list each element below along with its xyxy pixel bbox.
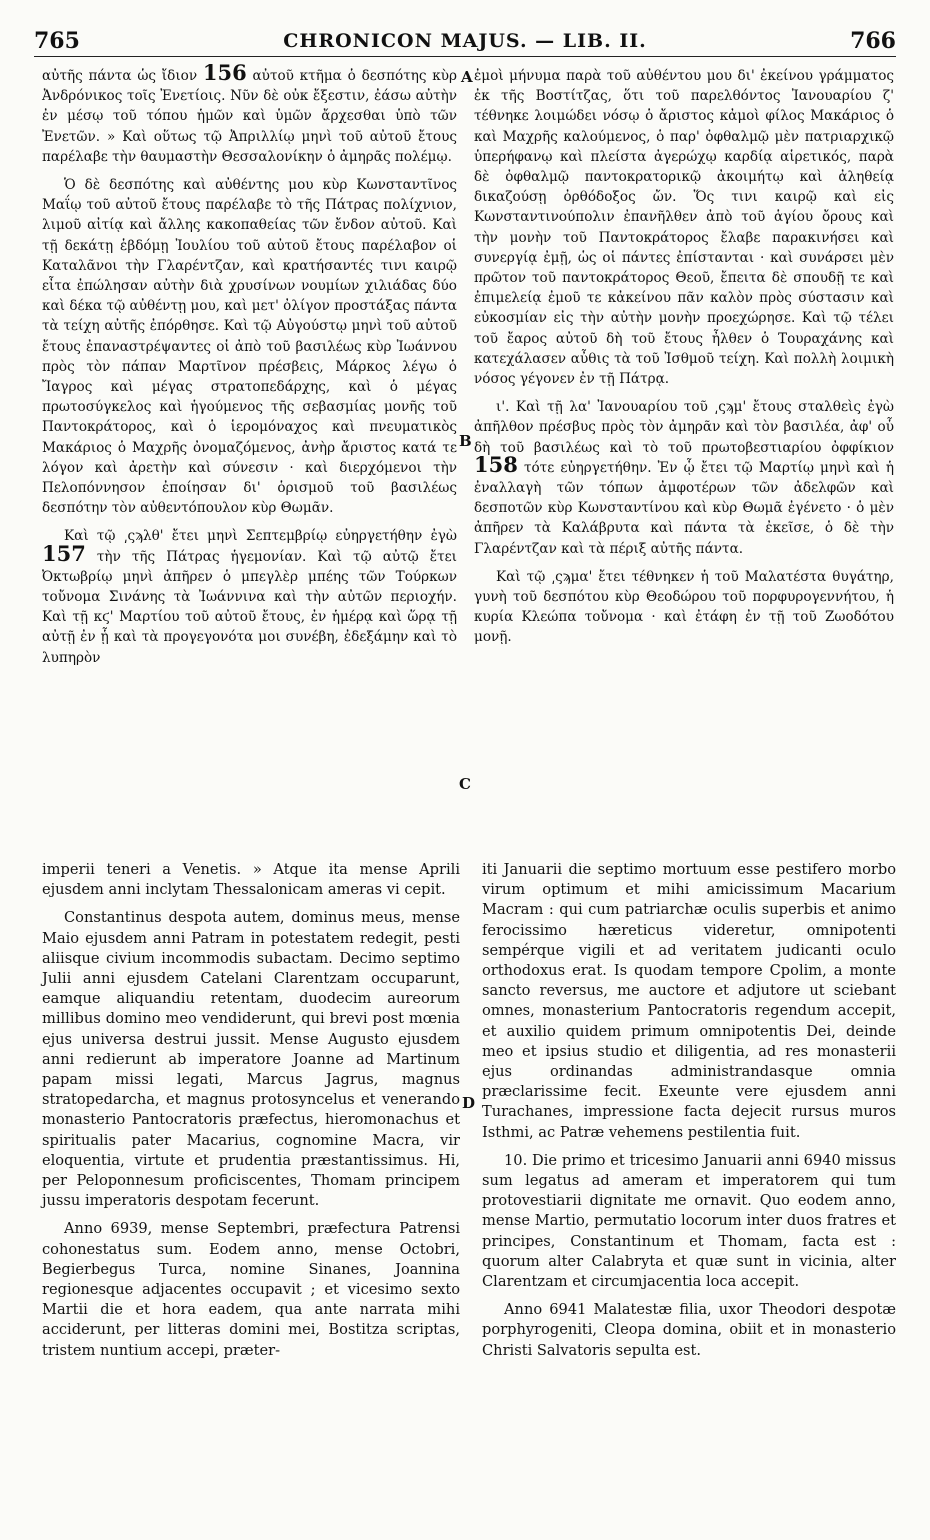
greek-right-p2-before: ι'. Καὶ τῇ λα' Ἰανουαρίου τοῦ ͵ςϡμ' ἔτους σταλθεὶς ἐγὼ ἀπῆλθον πρέσβυς πρὸς τὸν ἀμηρᾶν καὶ τὸν βασιλέα, ἀφ' οὗ δὴ τοῦ βασιλέως καὶ τὸ τοῦ πρωτοβεστιαρίου ὀφφίκιον — [474, 399, 894, 456]
margin-marker-a: A — [461, 68, 473, 86]
section-number-156: 156 — [202, 60, 247, 85]
greek-column-left — [42, 60, 457, 668]
latin-left-paragraph-3: Anno 6939, mense Septembri, præfectura Patrensi cohonestatus sum. Eodem anno, mense Octobri, Begierbegus Turca, nomine Sinanes, Joannina regionesque adjacentes occupavit ; et vicesimo sexto Martii die et hora eadem, qua ante narrata mihi acciderunt, per litteras domini mei, Bostitza scriptas, tristem nuntium accepi, præter- — [42, 1220, 460, 1359]
greek-left-p3-after: τὴν τῆς Πάτρας ἡγεμονίαν. Καὶ τῷ αὐτῷ ἔτει Ὀκτωβρίῳ μηνὶ ἀπῆρεν ὁ μπεγλὲρ μπέης τῶν Τούρκων τοὔνομα Σινάνης τὰ Ἰωάννινα καὶ τὴν αὐτῶν περιοχήν. Καὶ τῇ κϛ' Μαρτίου τοῦ αὐτοῦ ἔτους, ἐν ἡμέρᾳ καὶ ὥρᾳ τῇ αὐτῇ ἐν ᾗ καὶ τὰ προγεγονότα μοι συνέβη, ἐδεξάμην καὶ τὸ λυπηρὸν — [42, 548, 457, 666]
greek-right-paragraph-2 — [474, 397, 894, 559]
running-title: CHRONICON MAJUS. — LIB. II. — [283, 30, 647, 52]
latin-column-right — [482, 860, 896, 1361]
greek-left-p1-before: αὐτῆς πάντα ὡς ἴδιον — [42, 68, 198, 84]
greek-left-p3-before: Καὶ τῷ ͵ςϡλθ' ἔτει μηνὶ Σεπτεμβρίῳ εὐηργετήθην ἐγὼ — [64, 528, 457, 545]
latin-right-paragraph-1: iti Januarii die septimo mortuum esse pestifero morbo virum optimum et mihi amicissimum Macarium Macram : qui cum patriarchæ oculis superbis et animo ferocissimo hæreticus videretur, omnipotenti sempérque vigili et ad veritatem judicanti oculo orthodoxus erat. Is quodam tempore Cpolim, a monte sancto reversus, me auctore et adjutore ut sciebant omnes, monasterium Pantocratoris regendum accepit, et auxilio quidem primum omnipotentis Dei, deinde meo et ipsius studio et diligentia, ad res monasterii ejus ordinandas administrandasque omnia præclarissime fecit. Exeunte vere ejusdem anni Turachanes, impressione facta dejecit rursus muros Isthmi, ac Patræ vehemens pestilentia fuit. — [482, 861, 896, 1141]
latin-left-paragraph-2: Constantinus despota autem, dominus meus, mense Maio ejusdem anni Patram in potestatem redegit, pesti aliisque civium incommodis subactam. Decimo septimo Julii anni ejusdem Catelani Clarentzam occuparunt, eamque aliquandiu retentam, duodecim aureorum millibus domino meo vendiderunt, qui brevi post mœnia ejus universa destrui jussit. Mense Augusto ejusdem anni redierunt ab imperatore Joanne ad Martinum papam missi legati, Marcus Jagrus, magnus stratopedarcha, et magnus protosyncelus et venerando monasterio Pantocratoris præfectus, hieromonachus et spiritualis pater Macarius, cognomine Macra, vir eloquentia, virtute et prudentia præstantissimus. Hi, per Peloponnesum proficiscentes, Thomam principem jussu imperatoris despotam fecerunt. — [42, 909, 460, 1210]
page-number-left: 765 — [34, 28, 80, 54]
margin-marker-d: D — [462, 1094, 476, 1112]
greek-right-paragraph-3: Καὶ τῷ ͵ςϡμα' ἔτει τέθνηκεν ἡ τοῦ Μαλατέστα θυγάτηρ, γυνὴ τοῦ δεσπότου κὺρ Θεοδώρου τοῦ πορφυρογεννήτου, ἡ κυρία Κλεώπα τοὔνομα · καὶ ἐτάφη ἐν τῇ τοῦ Ζωοδότου μονῇ. — [474, 568, 894, 646]
margin-marker-c: C — [459, 775, 471, 793]
latin-right-paragraph-3: Anno 6941 Malatestæ filia, uxor Theodori despotæ porphyrogeniti, Cleopa domina, obiit et in monasterio Christi Salvatoris sepulta est. — [482, 1301, 896, 1359]
latin-column-left — [42, 860, 460, 1361]
margin-marker-b: B — [459, 432, 472, 450]
greek-right-p2-after: τότε εὐηργετήθην. Ἐν ᾧ ἔτει τῷ Μαρτίῳ μηνὶ καὶ ἡ ἐναλλαγὴ τῶν τόπων ἀμφοτέρων τῶν ἀδελφῶν καὶ δεσποτῶν κὺρ Κωνσταντίνου καὶ κὺρ Θωμᾶ ἐγένετο · ὁ μὲν ἀπῆρεν τὰ Καλάβρυτα καὶ πάντα τὰ ἐκεῖσε, ὁ δὲ τὴν Γλαρέντζαν καὶ τὰ πέριξ αὐτῆς πάντα. — [474, 459, 894, 557]
greek-left-paragraph-2: Ὁ δὲ δεσπότης καὶ αὐθέντης μου κὺρ Κωνσταντῖνος Μαΐῳ τοῦ αὐτοῦ ἔτους παρέλαβε τὸ τῆς Πάτρας πολίχνιον, λιμοῦ αἰτίᾳ καὶ ἄλλης κακοπαθείας τῶν ἔνδον αὐτοῦ. Καὶ τῇ δεκάτῃ ἑβδόμῃ Ἰουλίου τοῦ αὐτοῦ ἔτους παρέλαβον οἱ Καταλᾶνοι τὴν Γλαρέντζαν, καὶ κρατήσαντές τινι καιρῷ εἶτα ἐπώλησαν αὐτὴν διὰ χρυσίνων νουμίων χιλιάδας δύο καὶ δέκα τῷ αὐθέντῃ μου, καὶ μετ' ὀλίγον προστάξας πάντα τὰ τείχη αὐτῆς ἐπόρθησε. Καὶ τῷ Αὐγούστῳ μηνὶ τοῦ αὐτοῦ ἔτους ἐπαναστρέψαντες οἱ ἀπὸ τοῦ βασιλέως κὺρ Ἰωάννου πρὸς τὸν πάπαν Μαρτῖνον πρέσβεις, Μάρκος λέγω ὁ Ἴαγρος καὶ μέγας στρατοπεδάρχης, καὶ ὁ μέγας πρωτοσύγκελος καὶ ἡγούμενος τῆς σεβασμίας μονῆς τοῦ Παντοκράτορος, καὶ ὁ ἱερομόναχος καὶ πνευματικὸς Μακάριος ὁ Μαχρῆς ὀνομαζόμενος, ἀνὴρ ἄριστος κατά τε λόγον καὶ ἀρετὴν καὶ σύνεσιν · καὶ διερχόμενοι τὴν Πελοπόννησον ἐποίησαν δι' ὁρισμοῦ τοῦ βασιλέως δεσπότην τὸν αὐθεντόπουλον κὺρ Θωμᾶν. — [42, 177, 457, 517]
greek-left-p1-after: αὐτοῦ κτῆμα ὁ δεσπότης κὺρ Ἀνδρόνικος τοῖς Ἐνετίοις. Νῦν δὲ οὐκ ἔξεστιν, ἐάσω αὐτὴν ἐν μέσῳ τοῦ τόπου ἡμῶν καὶ ὑμῶν ἄρχεσθαι ὑπὸ τῶν Ἐνετῶν. » Καὶ οὕτως τῷ Ἀπριλλίῳ μηνὶ τοῦ αὐτοῦ ἔτους παρέλαβε τὴν θαυμαστὴν Θεσσαλονίκην ὁ ἀμηρᾶς πολέμῳ. — [42, 68, 457, 165]
greek-left-paragraph-3 — [42, 526, 457, 667]
section-number-158: 158 — [474, 451, 518, 477]
greek-column-right — [474, 66, 894, 648]
greek-right-paragraph-1: ἐμοὶ μήνυμα παρὰ τοῦ αὐθέντου μου δι' ἐκείνου γράμματος ἐκ τῆς Βοστίτζας, ὅτι τοῦ παρελθόντος Ἰανουαρίου ζ' τέθνηκε λοιμώδει νόσῳ ὁ ἄριστος κἀμοὶ φίλος Μακάριος ὁ καὶ Μαχρῆς καλούμενος, ὁ παρ' ὀφθαλμῷ μὲν πατριαρχικῷ ὑπερήφανῳ καὶ πλείστα ἀγερώχῳ καρδίᾳ αἱρετικός, παρὰ δὲ ὀφθαλμῷ παντοκρατορικῷ ἀκοιμήτῳ καὶ ἀληθείᾳ δικαζούσῃ ὀρθόδοξος ὤν. Ὅς τινι καιρῷ καὶ εἰς Κωνσταντινούπολιν ἐπανῆλθεν ἀπὸ τοῦ ἁγίου ὄρους καὶ τὴν μονὴν τοῦ Παντοκράτορος ἔλαβε παρακινήσει καὶ συνεργίᾳ ἐμῇ, ὡς οἱ πάντες ἐπίστανται · καὶ συνάρσει μὲν πρῶτον τοῦ παντοκράτορος Θεοῦ, ἔπειτα δὲ σπουδῇ τε καὶ ἐπιμελείᾳ ἐμοῦ τε κἀκείνου πᾶν καλὸν πρὸς σύστασιν καὶ εὐκοσμίαν εἰς τὴν αὐτὴν μονὴν προεχώρησε. Καὶ τῷ τέλει τοῦ ἔαρος αὐτοῦ δὴ τοῦ ἔτους ἦλθεν ὁ Τουραχάνης καὶ κατεχάλασεν αὖθις τὰ τοῦ Ἰσθμοῦ τείχη. Καὶ πολλὴ λοιμικὴ νόσος γέγονεν ἐν τῇ Πάτρᾳ. — [474, 68, 894, 388]
page-number-right: 766 — [850, 28, 896, 54]
section-number-157: 157 — [42, 540, 86, 566]
running-header — [34, 26, 896, 57]
latin-left-paragraph-1: imperii teneri a Venetis. » Atque ita mense Aprili ejusdem anni inclytam Thessalonicam ameras vi cepit. — [42, 861, 460, 899]
latin-right-paragraph-2: 10. Die primo et tricesimo Januarii anni 6940 missus sum legatus ad ameram et imperatorem qui tum protovestiarii dignitate me ornavit. Quo eodem anno, mense Martio, permutatio locorum inter duos fratres et principes, Constantinum et Thomam, facta est : quorum alter Calabryta et quæ sunt in vicinia, alter Clarentzam et circumjacentia loca accepit. — [482, 1151, 896, 1291]
greek-left-paragraph-1 — [42, 60, 457, 167]
